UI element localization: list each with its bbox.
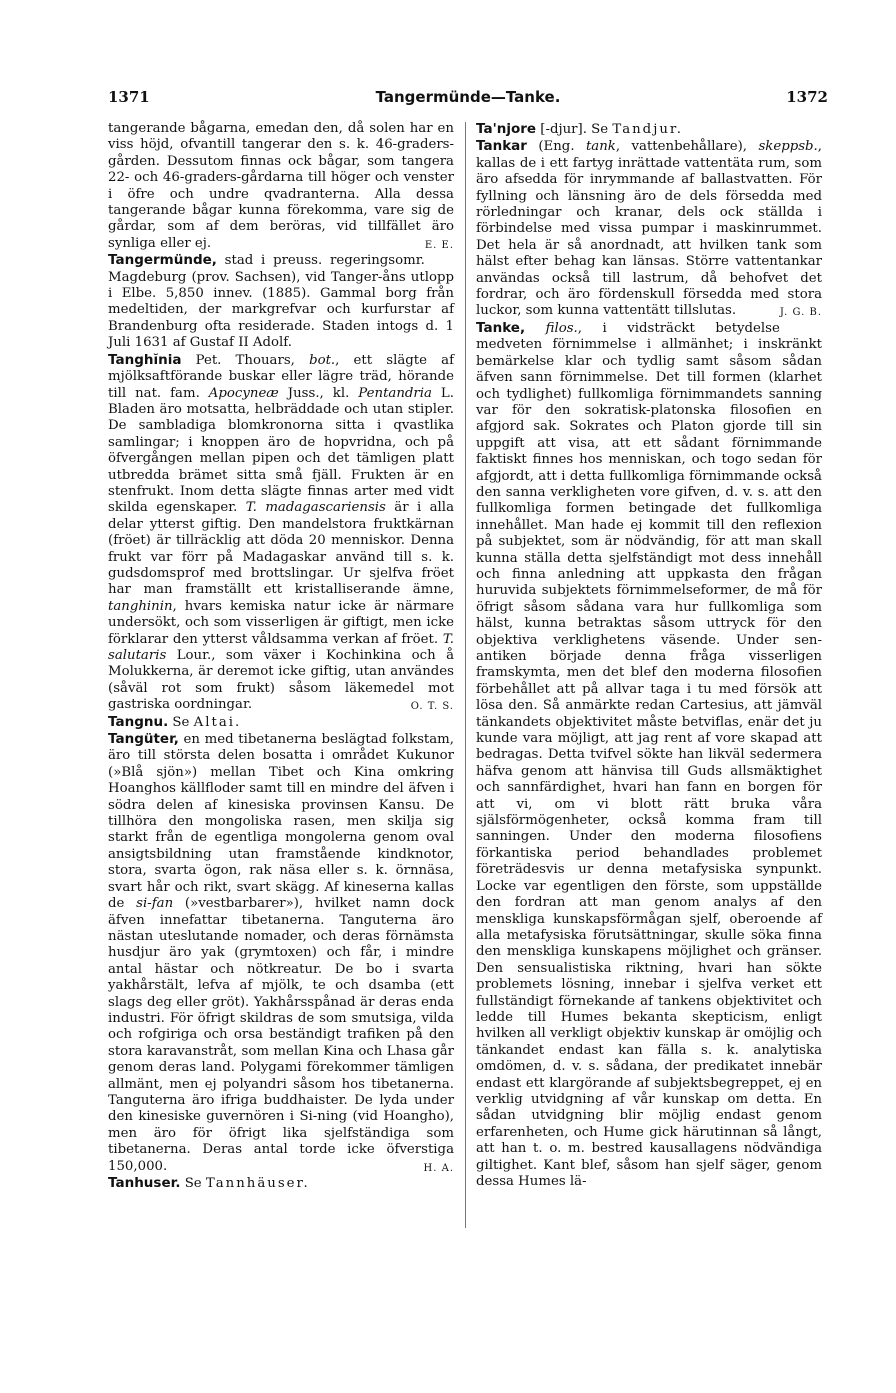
author-signature: E. E.	[424, 239, 454, 251]
page-header	[108, 88, 828, 112]
cross-reference: Tannhäuser.	[205, 1176, 310, 1191]
headword: Tanke,	[476, 319, 526, 336]
headword: Tanghĭnia	[108, 351, 182, 368]
right-column	[476, 121, 822, 1190]
headword: Tanhuser.	[108, 1175, 181, 1191]
page-number-right: 1372	[786, 88, 828, 106]
headword: Ta'njore	[476, 121, 537, 137]
headword: Tangüter,	[108, 731, 179, 748]
author-signature: H. A.	[423, 1162, 454, 1174]
column-divider	[465, 122, 466, 1228]
entry-tanjore: Ta'njore [-djur]. Se Tandjur.	[476, 121, 684, 137]
author-signature: O. T. S.	[410, 701, 454, 713]
entry-tankar: Tankar (Eng. tank, vattenbehållare), skeppsb., kallas de i ett fartyg inrättade vattentäta rum, som äro afsedda för inrymmande af ballastvatten. För fyllning och länsning äro de dels försedda med rörledningar och kranar, dels ock ställda i förbindelse med vissa pumpar i maskinrummet. Det hela är så anordnadt, att hvilken tank som hälst efter behag kan länsas. Större vattentankar användas också till lastrum, då behofvet det fordrar, och äro fördenskull försedda med stora luckor, som kunna vattentätt tillslutas. J. G. B.	[476, 138, 822, 319]
entry-continuation: tangerande bågarna, emedan den, då solen har en viss höjd, ofvantill tangerar den s. k. 46-graders-gården. Dessutom finnas ock bågar, som tangera 22- och 46-graders-gårdarna till höger och venster i öfre och undre qvadranterna. Alla dessa tangerande bågar kunna förekomma, vare sig de gårdar, som af dem beröras, vid tillfället äro synliga eller ej. E. E.	[108, 121, 454, 252]
running-title: Tangermünde—Tanke.	[375, 88, 561, 106]
headword: Tangermünde,	[108, 252, 217, 269]
cross-reference: Tandjur.	[612, 122, 684, 137]
headword: Tankar	[476, 138, 527, 155]
entry-tangnu: Tangnu. Se Altai.	[108, 713, 242, 730]
left-column	[108, 121, 454, 1192]
entry-tanghinia: Tanghĭnia Pet. Thouars, bot., ett slägte af mjölksaftförande buskar eller lägre träd, hörande till nat. fam. Apocyneæ Juss., kl. Pentandria L. Bladen äro motsatta, helbräddade och utan stipler. De sambladiga blomkronorna sitta i qvastlika samlingar; i knoppen äro de hopvridna, och på öfvergången mellan pipen och det tämligen platt utbredda brämet sitta små fjäll. Frukten är en stenfrukt. Inom detta slägte finnas arter med vidt skilda egenskaper. T. madagascariensis är i alla delar ytterst giftig. Den mandelstora fruktkärnan (fröet) är tillräcklig att döda 20 menniskor. Denna frukt var förr på Madagaskar använd till s. k. gudsdomsprof med brottslingar. Ur sjelfva fröet har man framställt ett kristalliserande ämne, tanghinin, hvars kemiska natur icke är närmare undersökt, och som visserligen är giftigt, men icke förklarar den ytterst våldsamma verkan af fröet. T. salutaris Lour., som växer i Kochinkina och å Molukkerna, är deremot icke giftig, utan användes (såväl rot som frukt) såsom läkemedel mot gastriska oordningar. O. T. S.	[108, 352, 454, 714]
cross-reference: Altai.	[193, 714, 242, 730]
entry-tanke: Tanke, filos., i vidsträckt betydelse medveten förnimmelse i allmänhet; i inskränkt bemärkelse klar och tydlig samt såsom sådan äfven sann förnimmelse. Det till formen (klarhet och tydlighet) fullkomliga förnimmandets sanning var för den sokratisk-platonska filosofien en afgjord sak. Sokrates och Platon gjorde till sin uppgift att visa, att ett sådant förnimmande faktiskt finnes hos menniskan, och togo sedan för afgjordt, att i detta fullkomliga förnimmande också den sanna verkligheten vore gifven, d. v. s. att den fullkomliga formen betingade det fullkomliga innehållet. Man hade ej kommit till den reflexion på subjektet, som är nödvändig, för att man skall kunna ställa detta sjelfständigt mot dess innehåll och finna anledning att uppkasta den frågan huruvida subjektets förnimmelseformer, de må för öfrigt såsom sådana vara hur fullkomliga som hälst, kunna betraktas såsom uttryck för den objektiva verklighetens väsende. Under sen-antiken började denna fråga visserligen framskymta, men det blef den moderna filosofien förbehållet att på allvar taga i tu med försök att lösa den. Så anmärkte redan Cartesius, att jämväl tänkandets objektivitet måste betviflas, enär det ju kunde vara möjligt, att jag rent af vore skapad att bedragas. Detta tvifvel sökte han likväl sedermera häfva genom att hänvisa till Guds allsmäktighet och sannfärdighet, hvari han fann en borgen för att vi, om vi blott rätt bruka våra själsförmögenheter, också komma fram till sanningen. Under den moderna filosofiens förkantiska period behandlades problemet företrädesvis ur denna metafysiska synpunkt. Locke var egentligen den förste, som uppställde den fordran att man genom analys af den menskliga kunskapsförmågan sjelf, oberoende af alla metafysiska förutsättningar, skulle söka finna den menskliga kunskapens möjlighet och gränser. Den sensualistiska riktning, hvari han sökte problemets lösning, innebar i sjelfva verket ett fullständigt förnekande af tankens objektivitet och ledde till Humes bekanta skepticism, enligt hvilken all verkligt objektiv kunskap är omöjlig och tänkandet endast kan fälla s. k. analytiska omdömen, d. v. s. sådana, der predikatet innebär endast ett klargörande af subjektsbegreppet, ej en verklig utvidgning af vår kunskap om detta. En sådan utvidgning blir möjlig endast genom erfarenheten, och Hume gick härutinnan så långt, att han t. o. m. bestred kausallagens nödvändiga giltighet. Kant blef, såsom han sjelf säger, genom dessa Humes lä-	[476, 319, 822, 1189]
entry-tangermunde: Tangermünde, stad i preuss. regeringsomr. Magdeburg (prov. Sachsen), vid Tanger-åns utlopp i Elbe. 5,850 innev. (1885). Gammal borg från medeltiden, der markgrefvar och kurfurstar af Brandenburg ofta residerade. Staden intogs d. 1 Juli 1631 af Gustaf II Adolf.	[108, 252, 454, 351]
author-signature: J. G. B.	[779, 307, 822, 319]
headword: Tangnu.	[108, 713, 169, 730]
entry-tanhuser: Tanhuser. Se Tannhäuser.	[108, 1175, 310, 1191]
entry-tanguter: Tangüter, en med tibetanerna beslägtad folkstam, äro till största delen bosatta i området Kukunor (»Blå sjön») mellan Tibet och Kina omkring Hoanghos källfloder samt till en mindre del äfven i södra delen af kinesiska provinsen Kansu. De tillhöra den mongoliska rasen, men skilja sig starkt från de egentliga mongolerna genom oval ansigtsbildning utan framstående kindknotor, stora, svarta ögon, rak näsa eller s. k. örnnäsa, svart hår och rikt, svart skägg. Af kineserna kallas de si-fan (»vestbarbarer»), hvilket namn dock äfven innefattar tibetanerna. Tanguterna äro nästan uteslutande nomader, och deras förnämsta husdjur äro yak (grymtoxen) och får, i mindre antal hästar och nötkreatur. De bo i svarta yakhårstält, lefva af mjölk, te och dsamba (ett slags deg eller gröt). Yakhårsspånad är deras enda industri. För öfrigt skildras de som smutsiga, vilda och rofgiriga och orsa beständigt trafiken på den stora karavanstråt, som mellan Kina och Lhasa går genom deras land. Polygami förekommer tämligen allmänt, men ej polyandri såsom hos tibetanerna. Tanguterna äro ifriga buddhaister. De lyda under den kinesiske guvernören i Si-ning (vid Hoangho), men äro för öfrigt lika sjelfständiga som tibetanerna. Deras antal torde icke öfverstiga 150,000. H. A.	[108, 731, 454, 1175]
page-number-left: 1371	[108, 88, 150, 106]
